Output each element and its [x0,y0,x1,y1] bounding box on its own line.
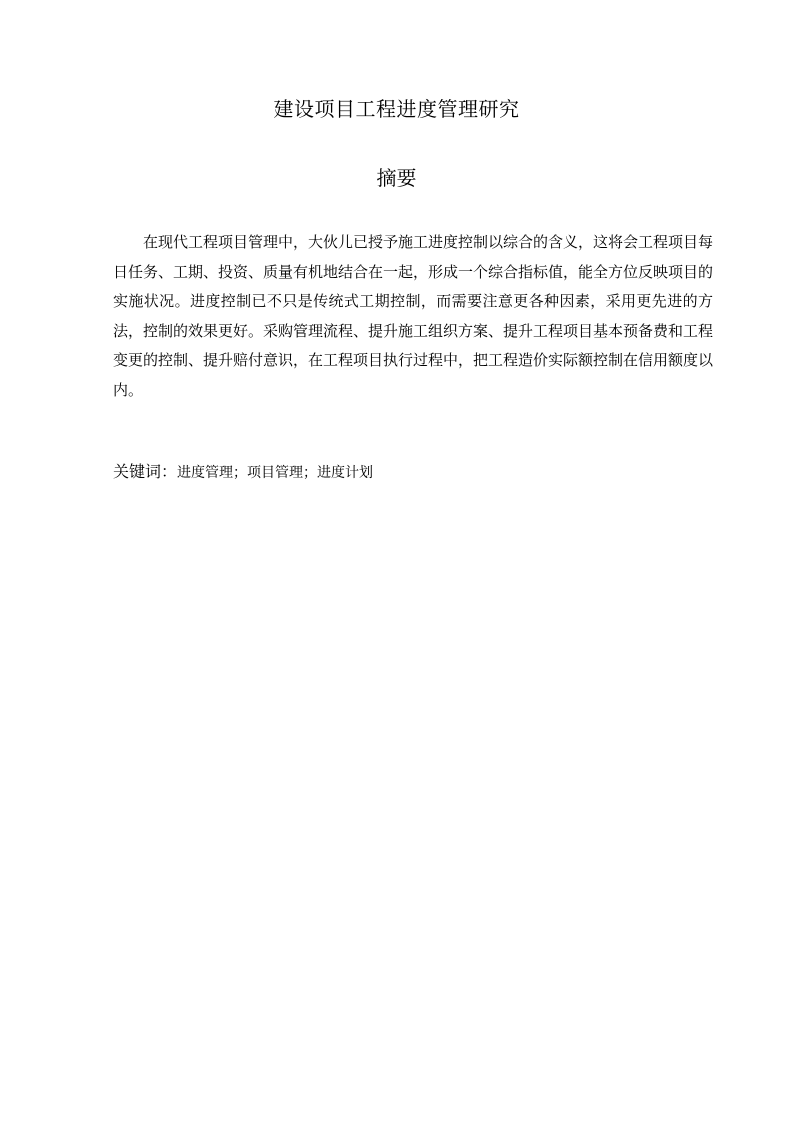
abstract-heading: 摘要 [376,166,417,190]
keywords-line [113,458,713,487]
abstract-body: 在现代工程项目管理中，大伙儿已授予施工进度控制以综合的含义，这将会工程项目每日任务、工期、投资、质量有机地结合在一起，形成一个综合指标值，能全方位反映项目的实施状况。进度控制已不只是传统式工期控制，而需要注意更各种因素，采用更先进的方法，控制的效果更好。采购管理流程、提升施工组织方案、提升工程项目基本预备费和工程变更的控制、提升赔付意识，在工程项目执行过程中，把工程造价实际额控制在信用额度以内。 [113,233,714,399]
document-title: 建设项目工程进度管理研究 [273,97,520,121]
keywords-label: 关键词： [113,462,178,481]
keywords-text: 进度管理；项目管理；进度计划 [177,465,374,481]
